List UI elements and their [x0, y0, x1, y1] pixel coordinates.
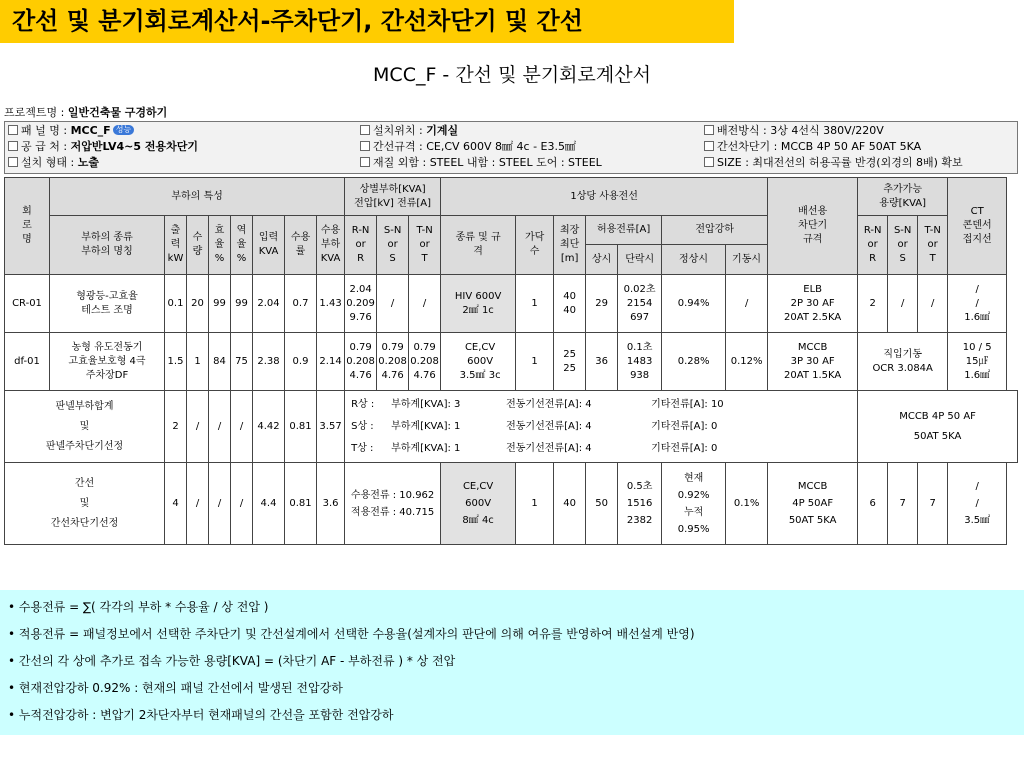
header-allowable-current: 허용전류[A] 상시 단락시	[586, 216, 662, 275]
phase-t: /	[409, 275, 441, 333]
phase-r: 2.04 0.209 9.76	[345, 275, 377, 333]
size-rule: SIZE : 최대전선의 허용곡률 반경(외경의 8배) 확보	[717, 156, 963, 169]
parallel-count: 1	[516, 463, 554, 545]
header-tn: T-N or T	[409, 216, 441, 275]
header-phase-wire: 1상당 사용전선	[441, 178, 768, 216]
project-value: 일반건축물 구경하기	[67, 106, 168, 119]
phase-s: /	[377, 275, 409, 333]
distribution-line	[704, 124, 884, 138]
max-length: 40	[554, 463, 586, 545]
header-input-kva: 입력 KVA	[253, 216, 285, 275]
efficiency: /	[209, 391, 231, 463]
panel-badge-icon[interactable]: 성능	[113, 125, 134, 135]
demand-rate: 0.81	[285, 463, 317, 545]
demand-load: 2.14	[317, 333, 345, 391]
wire-type: CE,CV 600V 3.5㎟ 3c	[441, 333, 516, 391]
feeder-spec: 간선규격 : CE,CV 600V 8㎟ 4c - E3.5㎟	[373, 140, 576, 153]
header-short: 단락시	[625, 254, 655, 265]
header-phase-load: 상별부하[KVA] 전압[kV] 전류[A]	[345, 178, 441, 216]
parallel-count: 1	[516, 333, 554, 391]
header-starting: 기동시	[732, 254, 762, 265]
supply-value: 저압반LV4~5 전용차단기	[70, 140, 198, 153]
header-efficiency: 효 율 %	[209, 216, 231, 275]
panel-name-line	[8, 124, 134, 138]
short-current: 0.1초 1483 938	[618, 333, 662, 391]
load-name: 형광등-고효율 테스트 조명	[50, 275, 165, 333]
voltage-drop-starting: 0.1%	[726, 463, 768, 545]
addable-s: 7	[888, 463, 918, 545]
breaker-spec: ELB 2P 30 AF 20AT 2.5KA	[768, 275, 858, 333]
addable-start-method: 직입기동 OCR 3.084A	[858, 333, 948, 391]
checkbox-icon[interactable]	[704, 141, 714, 151]
feeder-label: 간선 및 간선차단기선정	[5, 463, 165, 545]
addable-s: /	[888, 275, 918, 333]
calculation-table	[4, 177, 1018, 545]
power-factor: /	[231, 391, 253, 463]
max-length: 25 25	[554, 333, 586, 391]
ct-ground: 10 / 5 15㎌ 1.6㎟	[948, 333, 1007, 391]
supply-line	[8, 140, 198, 154]
wire-type: CE,CV 600V 8㎟ 4c	[441, 463, 516, 545]
demand-rate: 0.9	[285, 333, 317, 391]
header-circuit-name: 회 로 명	[5, 178, 50, 275]
voltage-drop-starting: 0.12%	[726, 333, 768, 391]
table-row	[5, 333, 1018, 391]
demand-rate: 0.81	[285, 391, 317, 463]
material-line	[360, 156, 602, 170]
phase-s: 0.79 0.208 4.76	[377, 333, 409, 391]
panel-sum-label: 판넬부하합계 및 판넬주차단기선정	[5, 391, 165, 463]
header-demand-load: 수용 부하 KVA	[317, 216, 345, 275]
header-power-factor: 역 율 %	[231, 216, 253, 275]
project-label: 프로젝트명 :	[4, 106, 65, 119]
addable-t: /	[918, 275, 948, 333]
load-name: 농형 유도전동기 고효율보호형 4극 주차장DF	[50, 333, 165, 391]
efficiency: 84	[209, 333, 231, 391]
header-normal: 상시	[586, 245, 618, 274]
ct-ground: / / 3.5㎟	[948, 463, 1007, 545]
header-breaker-spec: 배선용 차단기 규격	[768, 178, 858, 275]
short-current: 0.5초 1516 2382	[618, 463, 662, 545]
input-kva: 2.38	[253, 333, 285, 391]
feeder-breaker-line	[704, 140, 921, 154]
output-kw: 1.5	[165, 333, 187, 391]
checkbox-icon[interactable]	[8, 157, 18, 167]
quantity: 20	[187, 275, 209, 333]
header-voltage-drop: 전압강하 정상시 기동시	[662, 216, 768, 275]
input-kva: 2.04	[253, 275, 285, 333]
project-name	[4, 104, 167, 120]
phase-summary-r: R상 : 부하계[KVA]: 3 전동기선전류[A]: 4 기타전류[A]: 10	[351, 398, 724, 410]
phase-r: 0.79 0.208 4.76	[345, 333, 377, 391]
size-rule-line	[704, 156, 963, 170]
checkbox-icon[interactable]	[360, 125, 370, 135]
voltage-drop-starting: /	[726, 275, 768, 333]
header-demand-rate: 수용 률	[285, 216, 317, 275]
voltage-drop-steady: 0.28%	[662, 333, 726, 391]
phase-summary	[345, 391, 858, 463]
feeder-current: 수용전류 : 10.962 적용전류 : 40.715	[345, 463, 441, 545]
output-kw: 0.1	[165, 275, 187, 333]
note-cumulative-voltage-drop: • 누적전압강하 : 변압기 2차단자부터 현재패널의 간선을 포함한 전압강하	[8, 708, 394, 722]
checkbox-icon[interactable]	[704, 125, 714, 135]
header-quantity: 수 량	[187, 216, 209, 275]
header-sn: S-N or S	[377, 216, 409, 275]
demand-rate: 0.7	[285, 275, 317, 333]
input-kva: 4.4	[253, 463, 285, 545]
input-kva: 4.42	[253, 391, 285, 463]
addable-r: 2	[858, 275, 888, 333]
panel-value: MCC_F	[70, 124, 111, 137]
circuit-name: df-01	[5, 333, 50, 391]
quantity: /	[187, 391, 209, 463]
panel-sum-row	[5, 391, 1018, 463]
table-row	[5, 275, 1018, 333]
short-current: 0.02초 2154 697	[618, 275, 662, 333]
panel-main-breaker: MCCB 4P 50 AF 50AT 5KA	[858, 391, 1018, 463]
demand-load: 3.57	[317, 391, 345, 463]
header-max-length: 최장 최단 [m]	[554, 216, 586, 275]
power-factor: 99	[231, 275, 253, 333]
document-title: MCC_F - 간선 및 분기회로계산서	[373, 64, 651, 86]
voltage-drop-steady: 0.94%	[662, 275, 726, 333]
efficiency: 99	[209, 275, 231, 333]
feeder-breaker: 간선차단기 : MCCB 4P 50 AF 50AT 5KA	[717, 140, 922, 153]
breaker-spec: MCCB 4P 50AF 50AT 5KA	[768, 463, 858, 545]
addable-r: 6	[858, 463, 888, 545]
power-factor: 75	[231, 333, 253, 391]
header-addable-capacity: 추가가능 용량[KVA]	[858, 178, 948, 216]
install-type-value: 노출	[77, 156, 99, 169]
quantity: 1	[187, 333, 209, 391]
phase-summary-t: T상 : 부하계[KVA]: 1 전동기선전류[A]: 4 기타전류[A]: 0	[351, 442, 718, 454]
header-wire-type: 종류 및 규 격	[441, 216, 516, 275]
header-load-characteristics: 부하의 특성	[50, 178, 345, 216]
material: 재질 외함 : STEEL 내함 : STEEL 도어 : STEEL	[373, 156, 602, 169]
checkbox-icon[interactable]	[8, 125, 18, 135]
header-add-sn: S-N or S	[888, 216, 918, 275]
location-value: 기계실	[426, 124, 459, 137]
addable-t: 7	[918, 463, 948, 545]
ct-ground: / / 1.6㎟	[948, 275, 1007, 333]
max-length: 40 40	[554, 275, 586, 333]
normal-current: 50	[586, 463, 618, 545]
feeder-spec-line	[360, 140, 576, 154]
note-demand-current: • 수용전류 = ∑( 각각의 부하 * 수용율 / 상 전압 )	[8, 600, 269, 614]
phase-t: 0.79 0.208 4.76	[409, 333, 441, 391]
page-title: 간선 및 분기회로계산서-주차단기, 간선차단기 및 간선	[0, 0, 734, 43]
header-rn: R-N or R	[345, 216, 377, 275]
header-ct-capacitor-ground: CT 콘덴서 접지선	[948, 178, 1007, 275]
voltage-drop-steady: 현재 0.92% 누적 0.95%	[662, 463, 726, 545]
note-addable-capacity: • 간선의 각 상에 추가로 접속 가능한 용량[KVA] = (차단기 AF - 부하전류 ) * 상 전압	[8, 654, 456, 668]
install-type-line	[8, 156, 99, 170]
feeder-row	[5, 463, 1018, 545]
quantity: /	[187, 463, 209, 545]
supply-label: 공 급 처 :	[21, 140, 68, 153]
panel-label: 패 널 명 :	[21, 124, 68, 137]
checkbox-icon[interactable]	[8, 141, 18, 151]
location-label: 설치위치 :	[373, 124, 423, 137]
normal-current: 36	[586, 333, 618, 391]
phase-summary-s: S상 : 부하계[KVA]: 1 전동기선전류[A]: 4 기타전류[A]: 0	[351, 420, 718, 432]
output-kw: 4	[165, 463, 187, 545]
header-load-kind: 부하의 종류 부하의 명칭	[50, 216, 165, 275]
header-steady: 정상시	[662, 245, 726, 274]
demand-load: 1.43	[317, 275, 345, 333]
demand-load: 3.6	[317, 463, 345, 545]
panel-info-box	[4, 121, 1018, 174]
circuit-name: CR-01	[5, 275, 50, 333]
checkbox-icon[interactable]	[704, 157, 714, 167]
output-kw: 2	[165, 391, 187, 463]
power-factor: /	[231, 463, 253, 545]
location-line	[360, 124, 458, 138]
parallel-count: 1	[516, 275, 554, 333]
header-add-tn: T-N or T	[918, 216, 948, 275]
header-add-rn: R-N or R	[858, 216, 888, 275]
notes-panel	[0, 590, 1024, 735]
normal-current: 29	[586, 275, 618, 333]
breaker-spec: MCCB 3P 30 AF 20AT 1.5KA	[768, 333, 858, 391]
checkbox-icon[interactable]	[360, 141, 370, 151]
distribution: 배전방식 : 3상 4선식 380V/220V	[717, 124, 884, 137]
header-output-kw: 출 력 kW	[165, 216, 187, 275]
note-current-voltage-drop: • 현재전압강하 0.92% : 현재의 패널 간선에서 발생된 전압강하	[8, 681, 343, 695]
efficiency: /	[209, 463, 231, 545]
install-type-label: 설치 형태 :	[21, 156, 75, 169]
checkbox-icon[interactable]	[360, 157, 370, 167]
note-applied-current: • 적용전류 = 패널정보에서 선택한 주차단기 및 간선설계에서 선택한 수용율(설계자의 판단에 의해 여유를 반영하여 배선설계 반영)	[8, 627, 695, 641]
wire-type: HIV 600V 2㎟ 1c	[441, 275, 516, 333]
header-parallel: 가닥 수	[516, 216, 554, 275]
